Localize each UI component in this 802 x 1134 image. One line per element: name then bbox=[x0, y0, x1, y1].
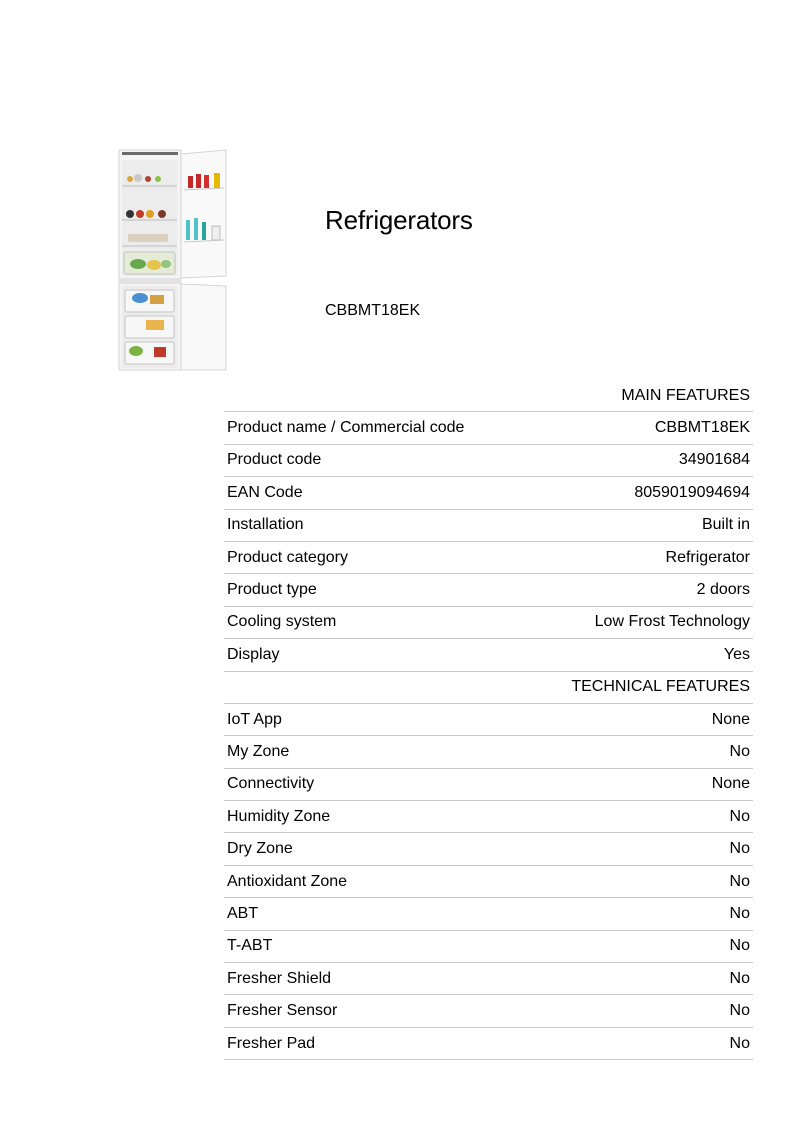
row-value: No bbox=[542, 930, 753, 962]
table-row bbox=[224, 703, 753, 735]
section-header-technical-features bbox=[224, 671, 753, 703]
refrigerator-photo-icon bbox=[118, 148, 228, 372]
table-row bbox=[224, 1027, 753, 1059]
table-row bbox=[224, 639, 753, 671]
table-row bbox=[224, 898, 753, 930]
row-value: None bbox=[542, 768, 753, 800]
table-row bbox=[224, 412, 753, 444]
row-value: No bbox=[542, 801, 753, 833]
row-label: Dry Zone bbox=[224, 833, 542, 865]
section-header-main-features bbox=[224, 380, 753, 412]
row-value: Yes bbox=[542, 639, 753, 671]
row-value: 8059019094694 bbox=[542, 477, 753, 509]
section-title: MAIN FEATURES bbox=[224, 380, 753, 412]
page-title: Refrigerators bbox=[325, 205, 473, 235]
row-label: Humidity Zone bbox=[224, 801, 542, 833]
row-label: Fresher Sensor bbox=[224, 995, 542, 1027]
row-value: 34901684 bbox=[542, 444, 753, 476]
table-row bbox=[224, 736, 753, 768]
table-row bbox=[224, 801, 753, 833]
row-value: No bbox=[542, 833, 753, 865]
row-label: Connectivity bbox=[224, 768, 542, 800]
spec-table bbox=[224, 380, 753, 1060]
row-value: Refrigerator bbox=[542, 541, 753, 573]
row-value: No bbox=[542, 736, 753, 768]
row-label: EAN Code bbox=[224, 477, 542, 509]
table-row bbox=[224, 541, 753, 573]
table-row bbox=[224, 963, 753, 995]
table-row bbox=[224, 833, 753, 865]
row-label: Product type bbox=[224, 574, 542, 606]
table-row bbox=[224, 930, 753, 962]
row-label: Product name / Commercial code bbox=[224, 412, 542, 444]
row-value: No bbox=[542, 995, 753, 1027]
row-value: No bbox=[542, 865, 753, 897]
product-image bbox=[118, 148, 228, 372]
row-label: Antioxidant Zone bbox=[224, 865, 542, 897]
row-label: Product code bbox=[224, 444, 542, 476]
row-label: T-ABT bbox=[224, 930, 542, 962]
table-row bbox=[224, 865, 753, 897]
row-value: No bbox=[542, 1027, 753, 1059]
row-value: None bbox=[542, 703, 753, 735]
row-value: CBBMT18EK bbox=[542, 412, 753, 444]
row-value: 2 doors bbox=[542, 574, 753, 606]
row-label: Fresher Pad bbox=[224, 1027, 542, 1059]
row-label: IoT App bbox=[224, 703, 542, 735]
table-row bbox=[224, 995, 753, 1027]
table-row bbox=[224, 768, 753, 800]
section-title: TECHNICAL FEATURES bbox=[224, 671, 753, 703]
product-model-code: CBBMT18EK bbox=[325, 302, 421, 319]
row-label: Cooling system bbox=[224, 606, 542, 638]
table-row bbox=[224, 444, 753, 476]
row-label: My Zone bbox=[224, 736, 542, 768]
row-label: Display bbox=[224, 639, 542, 671]
table-row bbox=[224, 574, 753, 606]
row-value: No bbox=[542, 963, 753, 995]
row-label: Fresher Shield bbox=[224, 963, 542, 995]
row-label: ABT bbox=[224, 898, 542, 930]
row-label: Installation bbox=[224, 509, 542, 541]
table-row bbox=[224, 606, 753, 638]
row-value: No bbox=[542, 898, 753, 930]
row-value: Built in bbox=[542, 509, 753, 541]
row-value: Low Frost Technology bbox=[542, 606, 753, 638]
row-label: Product category bbox=[224, 541, 542, 573]
table-row bbox=[224, 509, 753, 541]
table-row bbox=[224, 477, 753, 509]
